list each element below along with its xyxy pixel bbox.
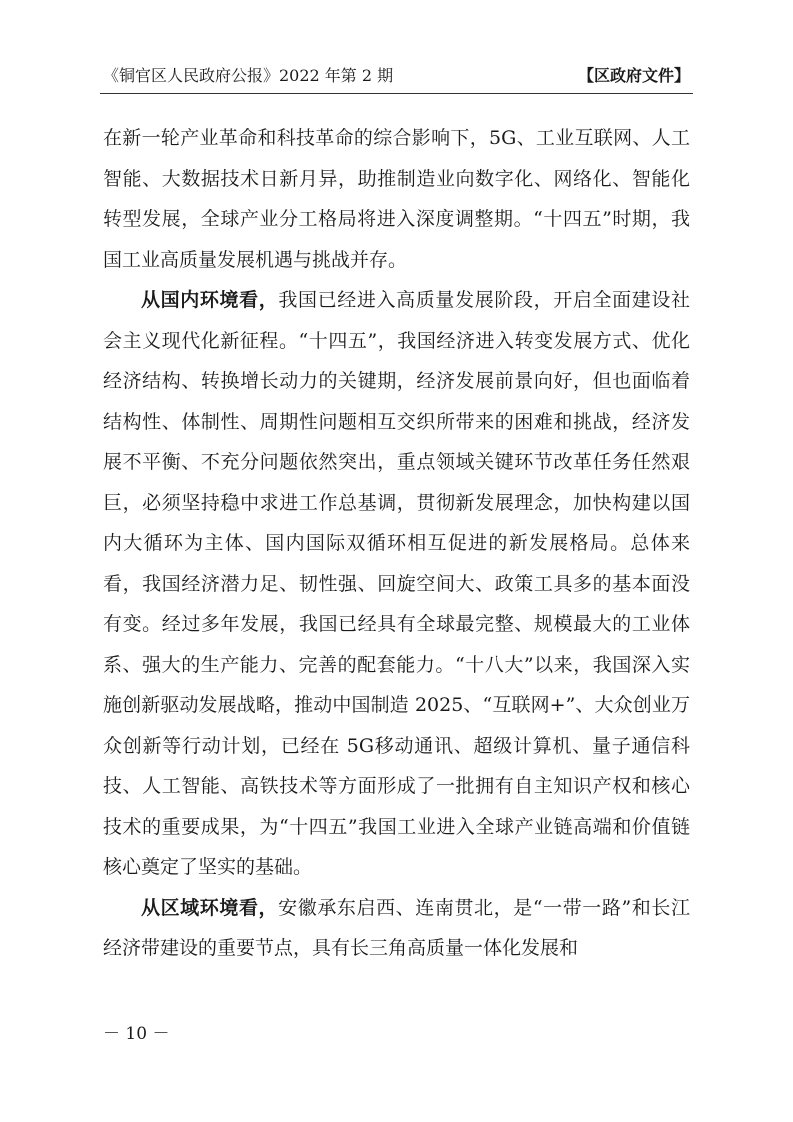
paragraph-text: 我国已经进入高质量发展阶段，开启全面建设社会主义现代化新征程。“十四五”，我国经济进入转变发展方式、优化经济结构、转换增长动力的关键期，经济发展前景向好，但也面临着结构性、体制性、周期性问题相互交织所带来的困难和挑战，经济发展不平衡、不充分问题依然突出，重点领域关键环节改革任务任然艰巨，必须坚持稳中求进工作总基调，贯彻新发展理念，加快构建以国内大循环为主体、国内国际双循环相互促进的新发展格局。总体来看，我国经济潜力足、韧性强、回旋空间大、政策工具多的基本面没有变。经过多年发展，我国已经具有全球最完整、规模最大的工业体系、强大的生产能力、完善的配套能力。“十八大”以来，我国深入实施创新驱动发展战略，推动中国制造 2025、“互联网+”、大众创业万众创新等行动计划，已经在 5G移动通讯、超级计算机、量子通信科技、人工智能、高铁技术等方面形成了一批拥有自主知识产权和核心技术的重要成果，为“十四五”我国工业进入全球产业链高端和价值链核心奠定了坚实的基础。	[103, 289, 690, 878]
paragraph-text: 在新一轮产业革命和科技革命的综合影响下，5G、工业互联网、人工智能、大数据技术日新月异，助推制造业向数字化、网络化、智能化转型发展，全球产业分工格局将进入深度调整期。“十四五”时期，我国工业高质量发展机遇与挑战并存。	[103, 127, 690, 271]
section-label: 【区政府文件】	[577, 66, 690, 85]
paragraph-continuation	[103, 118, 690, 280]
header-divider	[100, 93, 693, 94]
page-number: － 10 －	[103, 1024, 170, 1044]
paragraph-lead: 从区域环境看，	[141, 896, 279, 919]
paragraph-text: 安徽承东启西、连南贯北，是“一带一路”和长江经济带建设的重要节点，具有长三角高质量一体化发展和	[103, 896, 690, 959]
publication-title: 《铜官区人民政府公报》2022 年第 2 期	[103, 66, 394, 85]
paragraph-lead: 从国内环境看，	[141, 289, 279, 311]
page-header	[103, 62, 690, 90]
paragraph-regional-environment	[103, 888, 690, 969]
document-body	[103, 118, 690, 969]
paragraph-domestic-environment	[103, 280, 690, 888]
